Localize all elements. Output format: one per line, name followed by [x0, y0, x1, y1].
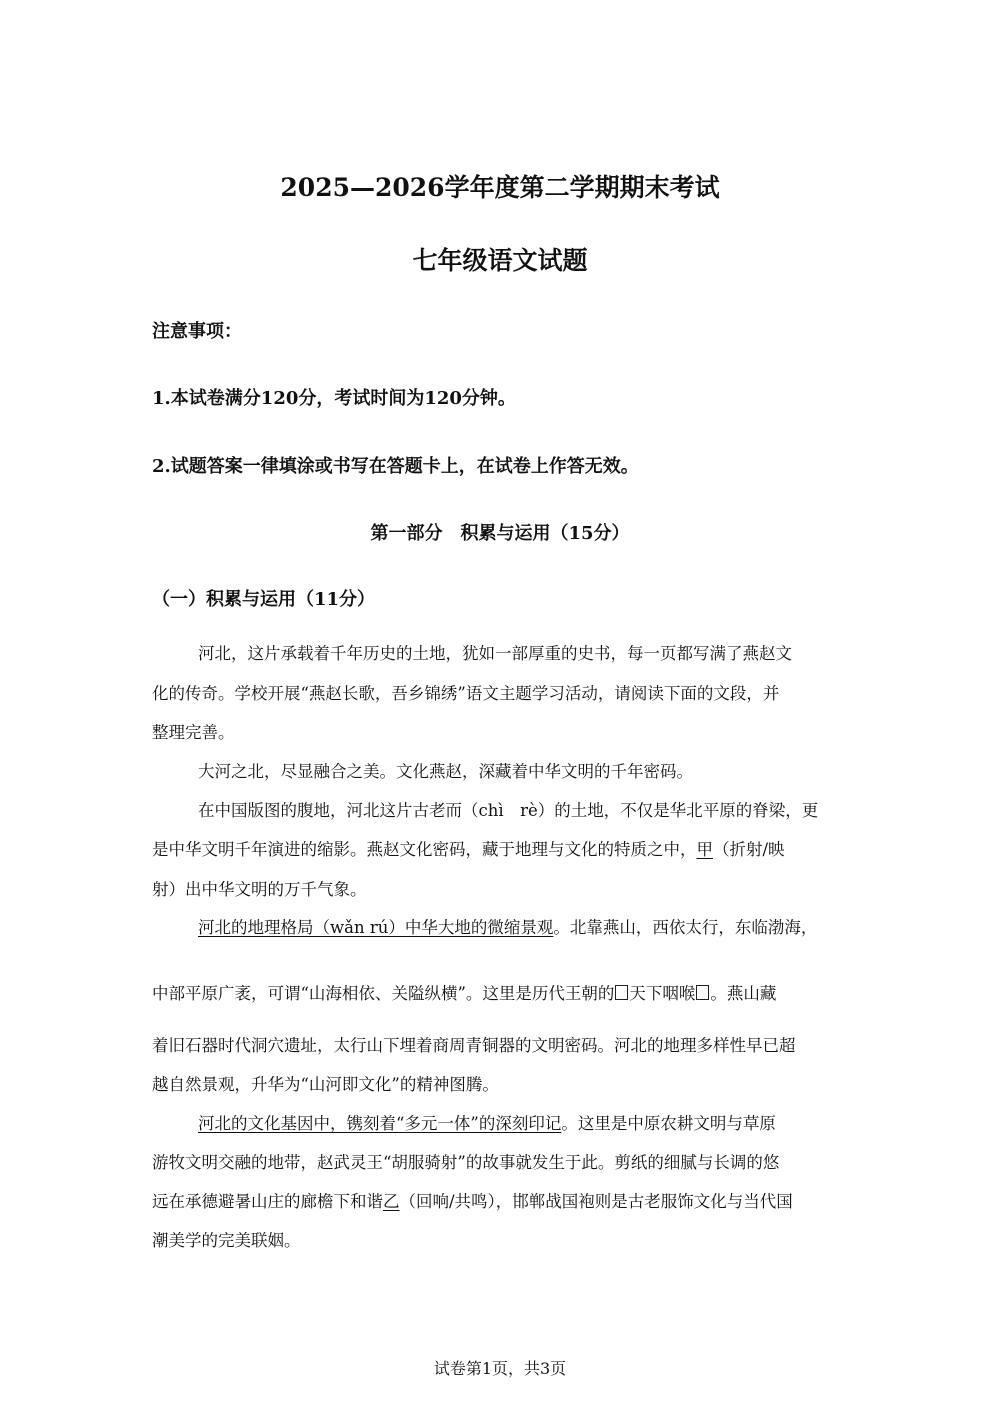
text-span: （折射/映 [713, 840, 785, 859]
intro-line-3: 整理完善。 [152, 723, 235, 742]
paragraph-3-line-3: 着旧石器时代洞穴遗址，太行山下埋着商周青铜器的文明密码。河北的地理多样性早已超 [152, 1036, 796, 1055]
paragraph-3-line-4: 越自然景观，升华为“山河即文化”的精神图腾。 [152, 1075, 499, 1094]
text-span: 。北靠燕山，西依太行，东临渤海， [553, 918, 818, 937]
blank-box [615, 985, 628, 1000]
paragraph-4-line-1 [198, 1110, 776, 1134]
exam-title: 2025—2026学年度第二学期期末考试 [280, 173, 720, 202]
paragraph-4-line-2: 游牧文明交融的地带，赵武灵王“胡服骑射”的故事就发生于此。剪纸的细腻与长调的悠 [152, 1153, 780, 1172]
text-span: 中部平原广袤，可谓“山海相依、 [152, 984, 392, 1003]
intro-line-1: 河北，这片承载着千年历史的土地，犹如一部厚重的史书，每一页都写满了燕赵文 [198, 644, 792, 663]
intro-line-2: 化的传奇。学校开展“燕赵长歌，吾乡锦绣”语文主题学习活动，请阅读下面的文段，并 [152, 684, 780, 703]
paragraph-4-line-4: 潮美学的完美联姻。 [152, 1231, 301, 1250]
paragraph-1: 大河之北，尽显融合之美。文化燕赵，深藏着中华文明的千年密码。 [198, 762, 693, 781]
paragraph-2-line-1: 在中国版图的腹地，河北这片古老而（chì rè）的土地，不仅是华北平原的脊梁，更 [198, 801, 819, 820]
notice-item-2: 2.试题答案一律填涂或书写在答题卡上，在试卷上作答无效。 [152, 456, 639, 477]
notice-item-1: 1.本试卷满分120分，考试时间为120分钟。 [152, 388, 516, 409]
blank-box [696, 985, 709, 1000]
text-span: 。燕山藏 [710, 984, 777, 1003]
exam-subtitle: 七年级语文试题 [412, 246, 588, 275]
blank-yi: 乙 [383, 1192, 400, 1211]
blank-jia: 甲 [696, 840, 713, 859]
paragraph-2-line-3: 射）出中华文明的万千气象。 [152, 880, 367, 899]
paragraph-3-line-2 [152, 980, 776, 1004]
paragraph-3-line-1 [198, 914, 817, 938]
section-title: （一）积累与运用（11分） [152, 589, 376, 610]
text-span: 远在承德避暑山庄的廊檐下和谐 [152, 1192, 383, 1211]
underlined-sentence: 河北的文化基因中，镌刻着“多元一体”的深刻印记 [198, 1114, 562, 1133]
underlined-sentence: 河北的地理格局（wǎn rú）中华大地的微缩景观 [198, 918, 554, 937]
paragraph-2-line-2 [152, 836, 785, 860]
part-title: 第一部分 积累与运用（15分） [370, 523, 630, 544]
text-span: （回响/共鸣），邯郸战国袍则是古老服饰文化与当代国 [399, 1192, 793, 1211]
notice-heading: 注意事项： [152, 321, 242, 342]
text-span: 纵横”。这里是历代王朝的 [424, 984, 615, 1003]
text-span: 天下咽喉 [629, 984, 696, 1003]
paragraph-4-line-3 [152, 1188, 793, 1212]
text-span: 是中华文明千年演进的缩影。燕赵文化密码，藏于地理与文化的特质之中， [152, 840, 697, 859]
text-span: 关隘 [391, 984, 425, 1003]
page-footer: 试卷第1页，共3页 [433, 1359, 567, 1378]
text-span: 。这里是中原农耕文明与草原 [561, 1114, 776, 1133]
